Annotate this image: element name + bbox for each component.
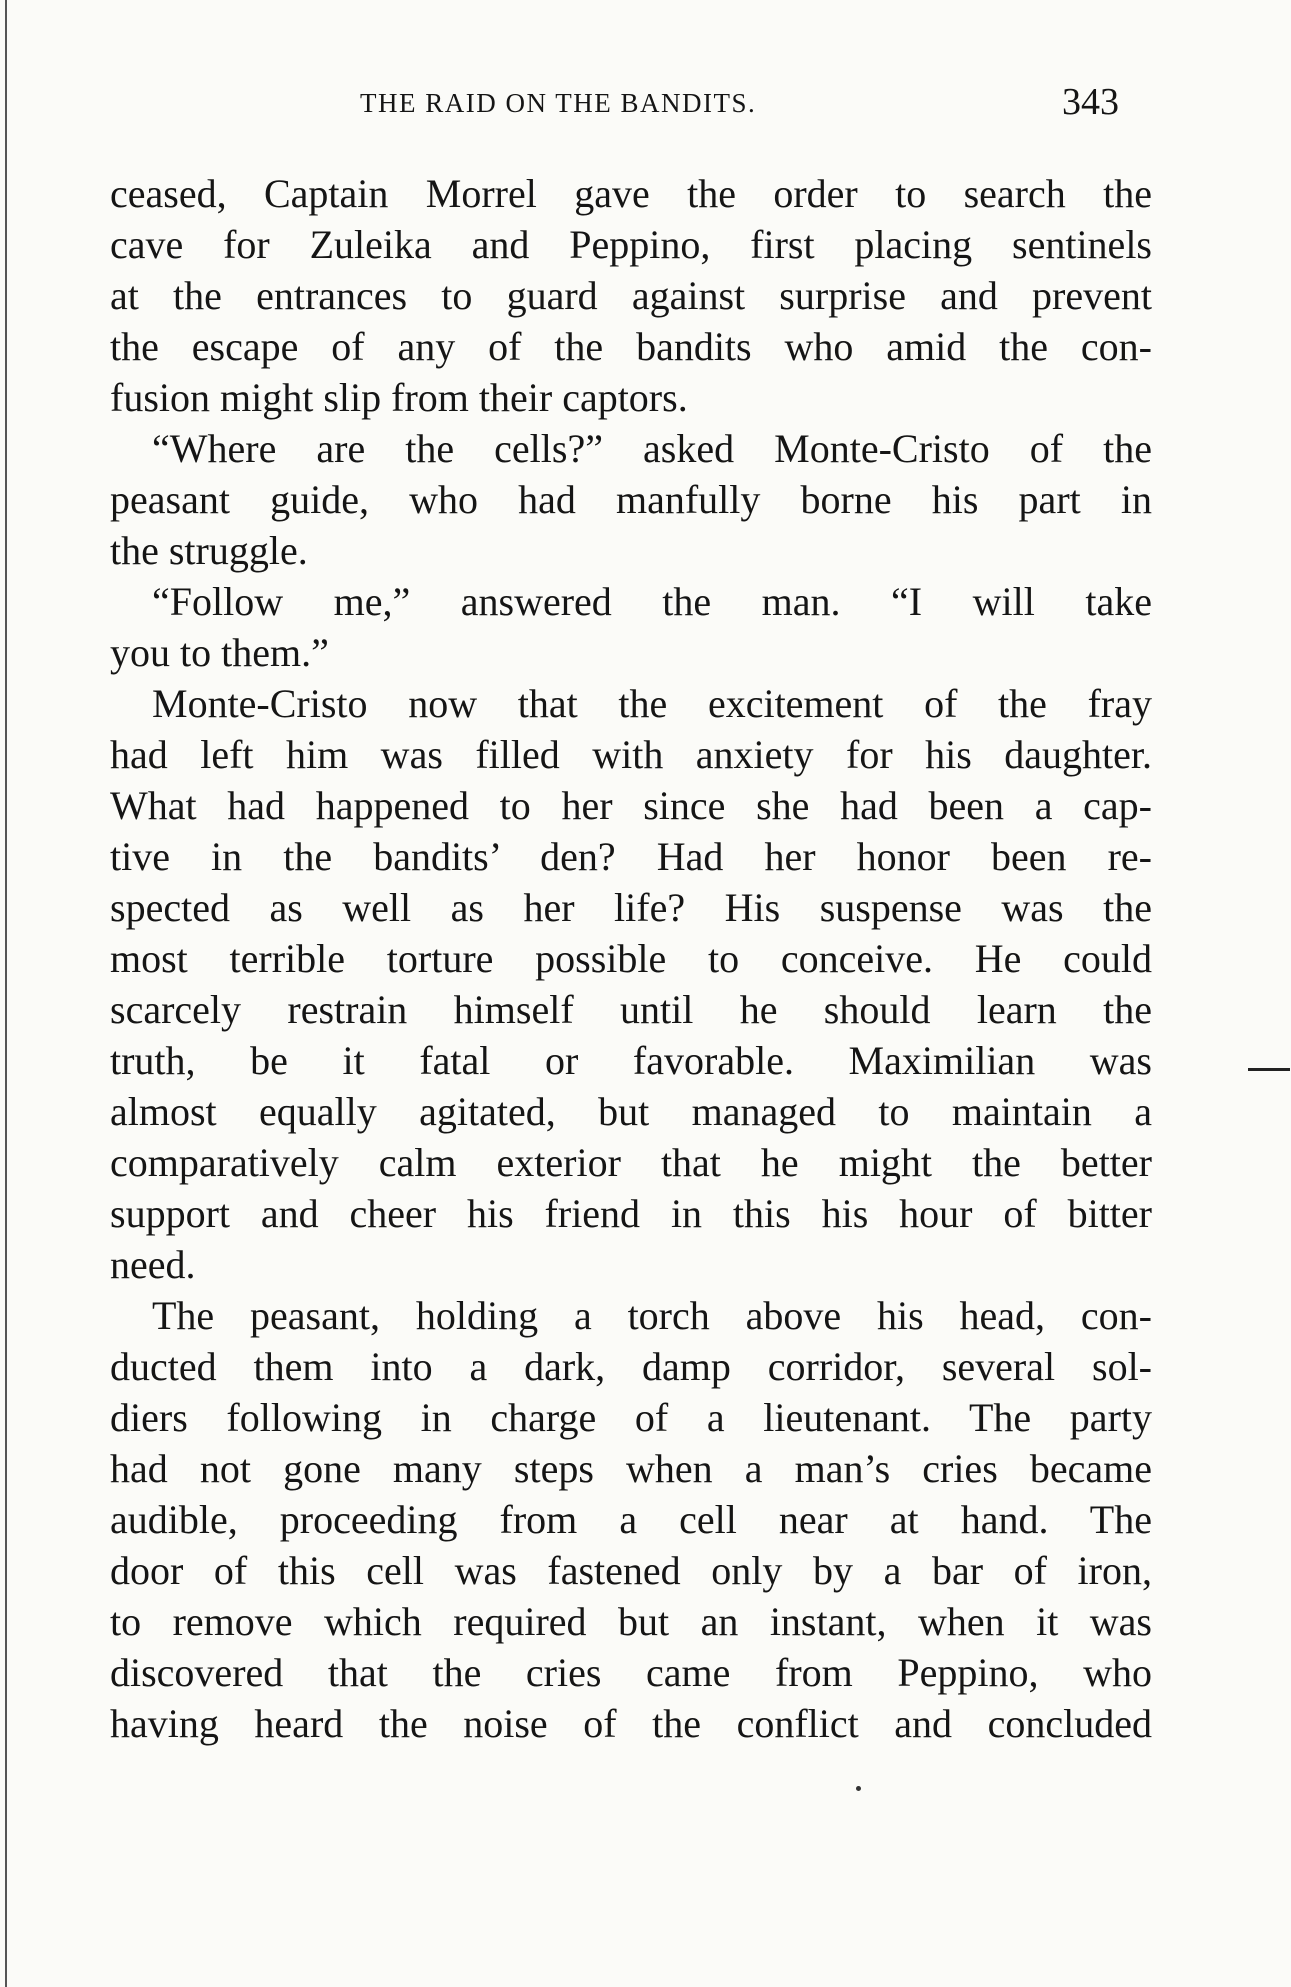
page-header: [0, 80, 1291, 130]
text-line: spected as well as her life? His suspense was the: [110, 885, 1152, 930]
body-text: [110, 168, 1152, 1768]
text-line: had not gone many steps when a man’s cries became: [110, 1446, 1152, 1491]
text-line: having heard the noise of the conflict and concluded: [110, 1701, 1152, 1746]
text-line: the escape of any of the bandits who amid the con-: [110, 324, 1152, 369]
text-line: cave for Zuleika and Peppino, first placing sentinels: [110, 222, 1152, 267]
page-edge-line: [5, 0, 7, 1987]
text-line: scarcely restrain himself until he should learn the: [110, 987, 1152, 1032]
text-line: you to them.”: [110, 630, 329, 675]
text-line: ceased, Captain Morrel gave the order to search the: [110, 171, 1152, 216]
text-line: at the entrances to guard against surprise and prevent: [110, 273, 1152, 318]
text-line: fusion might slip from their captors.: [110, 375, 688, 420]
text-line: “Where are the cells?” asked Monte-Cristo of the: [152, 426, 1152, 471]
text-line: had left him was filled with anxiety for his daughter.: [110, 732, 1152, 777]
text-line: audible, proceeding from a cell near at hand. The: [110, 1497, 1152, 1542]
text-line: diers following in charge of a lieutenant. The party: [110, 1395, 1152, 1440]
text-line: truth, be it fatal or favorable. Maximilian was: [110, 1038, 1152, 1083]
text-line: comparatively calm exterior that he might the better: [110, 1140, 1152, 1185]
text-line: “Follow me,” answered the man. “I will take: [152, 579, 1152, 624]
text-line: most terrible torture possible to conceive. He could: [110, 936, 1152, 981]
text-line: Monte-Cristo now that the excitement of the fray: [152, 681, 1152, 726]
text-line: discovered that the cries came from Peppino, who: [110, 1650, 1152, 1695]
margin-mark: [1248, 1068, 1290, 1071]
stray-mark: [856, 1786, 861, 1791]
text-line: the struggle.: [110, 528, 308, 573]
text-line: door of this cell was fastened only by a bar of iron,: [110, 1548, 1152, 1593]
text-line: almost equally agitated, but managed to maintain a: [110, 1089, 1152, 1134]
running-head: THE RAID ON THE BANDITS.: [360, 88, 757, 118]
text-line: to remove which required but an instant, when it was: [110, 1599, 1152, 1644]
text-line: peasant guide, who had manfully borne his part in: [110, 477, 1152, 522]
text-line: tive in the bandits’ den? Had her honor been re-: [110, 834, 1152, 879]
text-line: need.: [110, 1242, 196, 1287]
text-line: ducted them into a dark, damp corridor, several sol-: [110, 1344, 1152, 1389]
page-number: 343: [1062, 81, 1119, 123]
text-line: What had happened to her since she had been a cap-: [110, 783, 1152, 828]
text-line: The peasant, holding a torch above his head, con-: [152, 1293, 1152, 1338]
text-line: support and cheer his friend in this his hour of bitter: [110, 1191, 1152, 1236]
